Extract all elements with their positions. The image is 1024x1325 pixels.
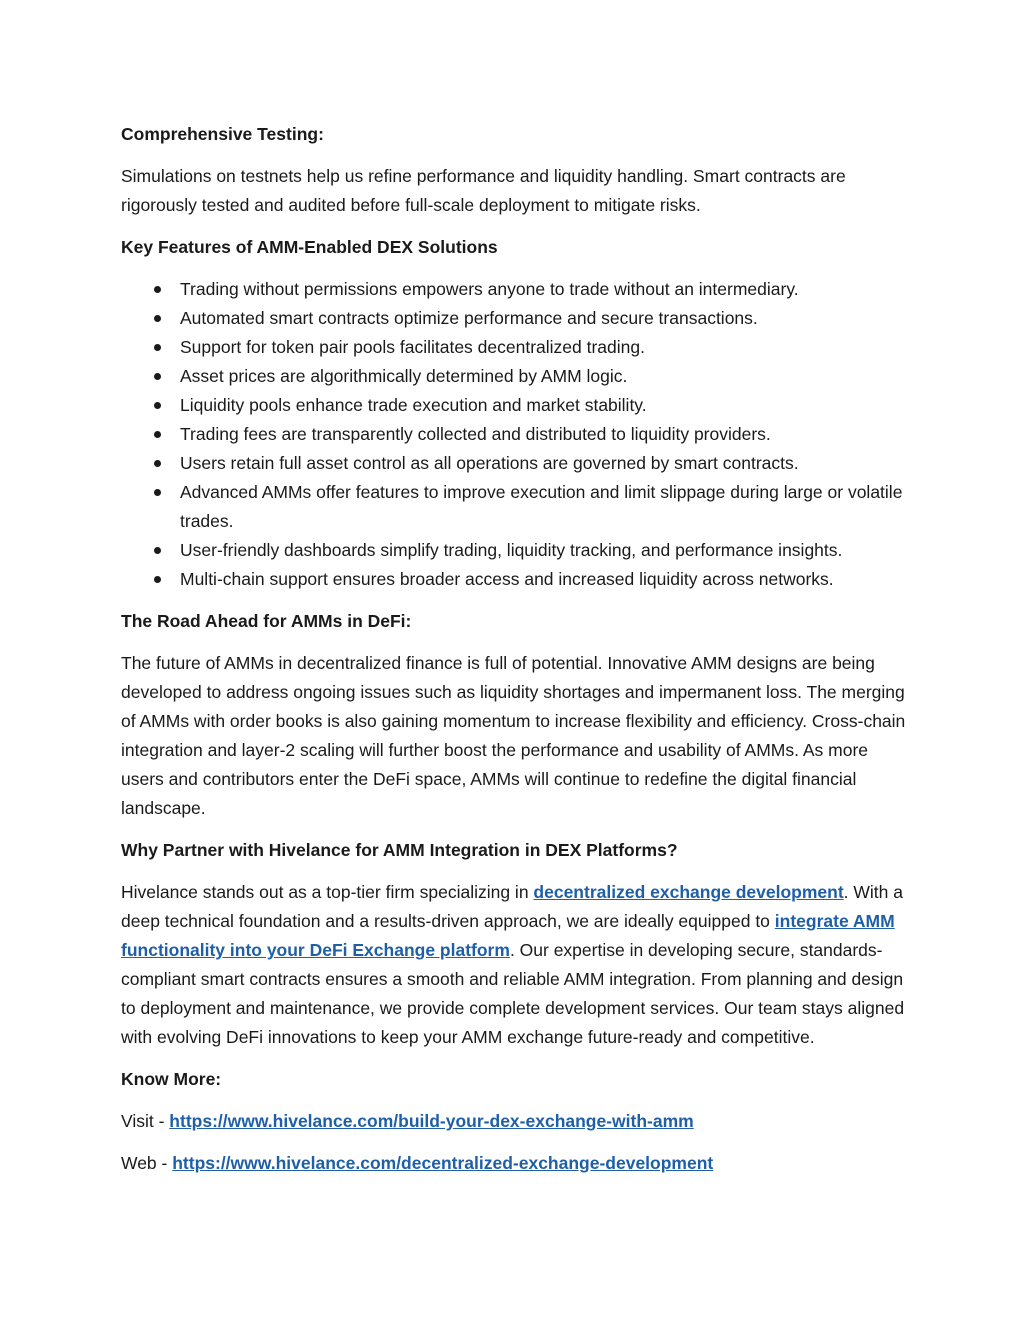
web-line [121, 1149, 911, 1178]
heading-why-partner: Why Partner with Hivelance for AMM Integration in DEX Platforms? [121, 840, 678, 860]
list-item: Support for token pair pools facilitates decentralized trading. [121, 333, 911, 362]
visit-line [121, 1107, 911, 1136]
heading-road-ahead: The Road Ahead for AMMs in DeFi: [121, 611, 412, 631]
list-item: Advanced AMMs offer features to improve execution and limit slippage during large or volatile trades. [121, 478, 911, 536]
link-decentralized-exchange-development[interactable]: decentralized exchange development [533, 882, 844, 902]
web-label: Web - [121, 1153, 173, 1173]
features-list [121, 275, 911, 594]
document-page [121, 120, 911, 1191]
paragraph-road-ahead: The future of AMMs in decentralized finance is full of potential. Innovative AMM designs are being developed to address ongoing issues such as liquidity shortages and impermanent loss. The merging of AMMs with order books is also gaining momentum to increase flexibility and efficiency. Cross-chain integration and layer-2 scaling will further boost the performance and usability of AMMs. As more users and contributors enter the DeFi space, AMMs will continue to redefine the digital financial landscape. [121, 653, 906, 818]
text-segment: . With a deep technical foundation and a results-driven approach, we are ideally equipped to [121, 882, 903, 931]
list-item: Asset prices are algorithmically determined by AMM logic. [121, 362, 911, 391]
paragraph-testing: Simulations on testnets help us refine performance and liquidity handling. Smart contracts are rigorously tested and audited before full-scale deployment to mitigate risks. [121, 166, 846, 215]
heading-key-features: Key Features of AMM-Enabled DEX Solutions [121, 237, 498, 257]
list-item: Multi-chain support ensures broader access and increased liquidity across networks. [121, 565, 911, 594]
list-item: User-friendly dashboards simplify trading, liquidity tracking, and performance insights. [121, 536, 911, 565]
list-item: Trading without permissions empowers anyone to trade without an intermediary. [121, 275, 911, 304]
list-item: Users retain full asset control as all operations are governed by smart contracts. [121, 449, 911, 478]
text-segment: Hivelance stands out as a top-tier firm specializing in [121, 882, 534, 902]
heading-comprehensive-testing: Comprehensive Testing: [121, 124, 324, 144]
visit-label: Visit - [121, 1111, 170, 1131]
list-item: Trading fees are transparently collected and distributed to liquidity providers. [121, 420, 911, 449]
list-item: Liquidity pools enhance trade execution and market stability. [121, 391, 911, 420]
link-visit-url[interactable]: https://www.hivelance.com/build-your-dex-exchange-with-amm [169, 1111, 694, 1131]
list-item: Automated smart contracts optimize performance and secure transactions. [121, 304, 911, 333]
link-web-url[interactable]: https://www.hivelance.com/decentralized-exchange-development [172, 1153, 714, 1173]
text-segment: . Our expertise in developing secure, standards-compliant smart contracts ensures a smooth and reliable AMM integration. From planning and design to deployment and maintenance, we provide complete development services. Our team stays aligned with evolving DeFi innovations to keep your AMM exchange future-ready and competitive. [121, 940, 905, 1047]
heading-know-more: Know More: [121, 1069, 222, 1089]
link-integrate-amm[interactable]: integrate AMM functionality into your DeFi Exchange platform [121, 911, 895, 960]
paragraph-why-partner [121, 878, 911, 1052]
